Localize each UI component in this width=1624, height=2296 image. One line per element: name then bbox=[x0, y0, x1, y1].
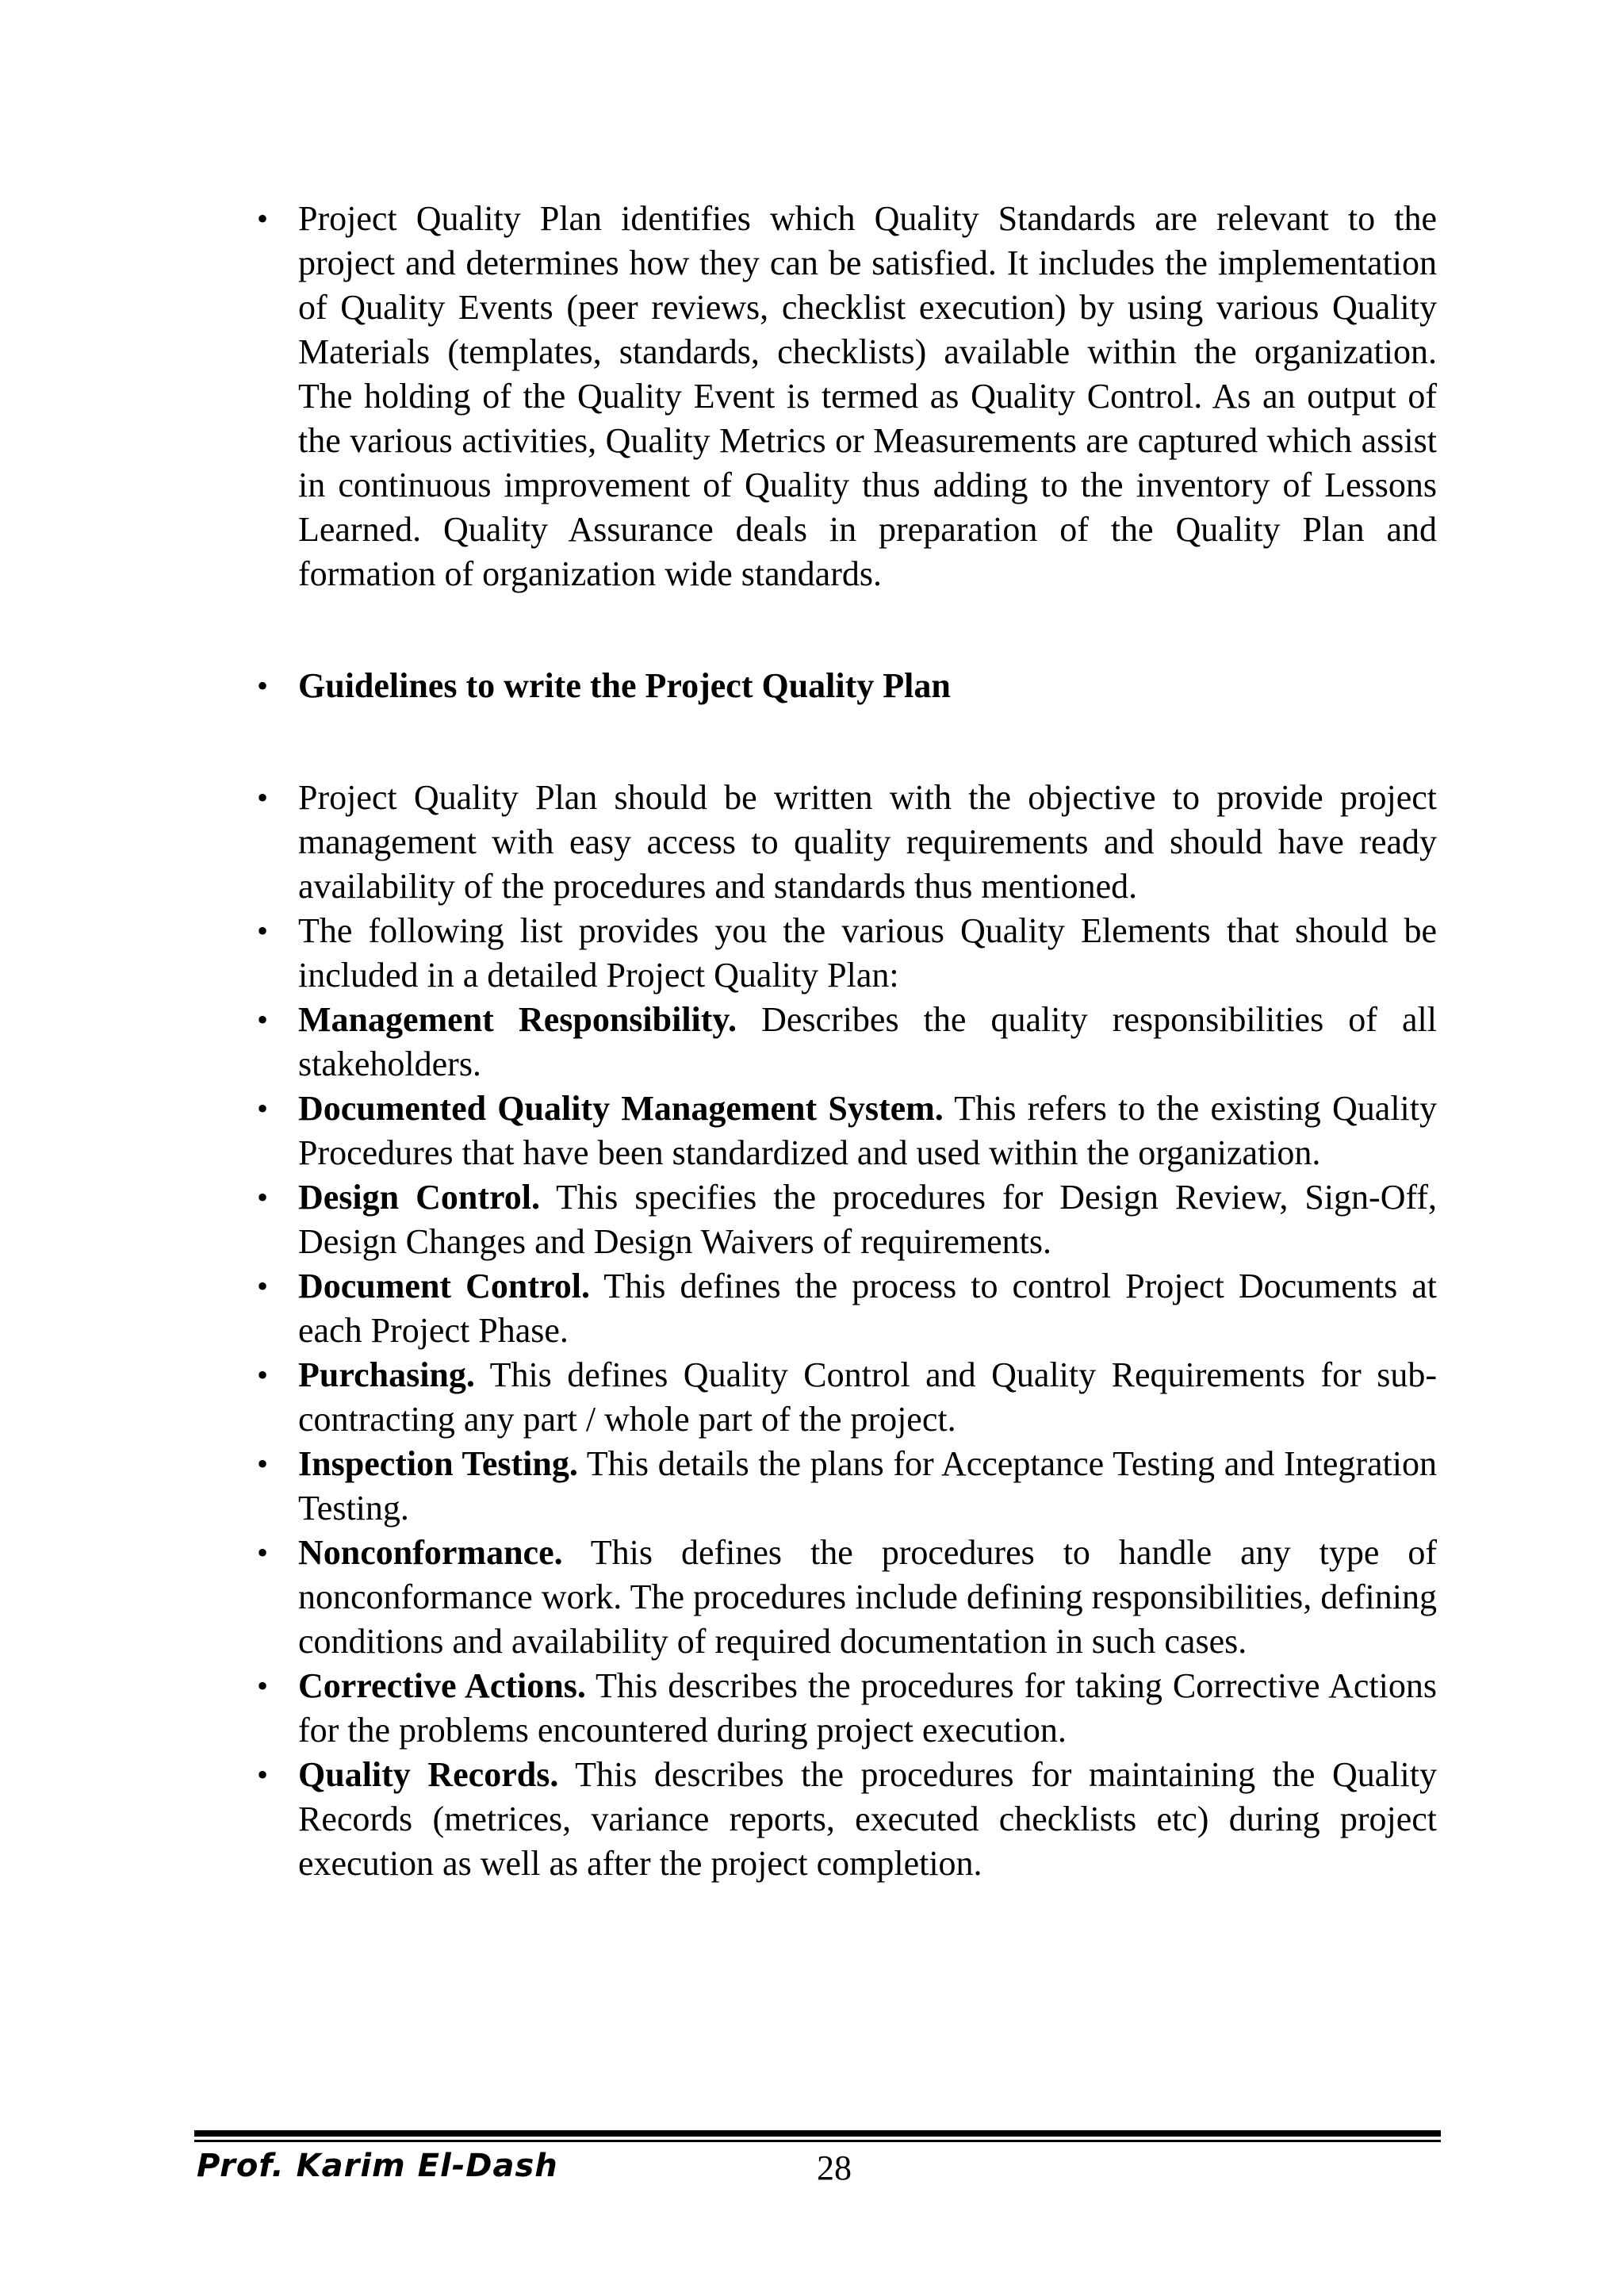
list-item-bold: Document Control. bbox=[298, 1267, 590, 1305]
bullet-icon: • bbox=[256, 668, 268, 703]
page-number: 28 bbox=[817, 2148, 852, 2187]
list-item-bold: Management Responsibility. bbox=[298, 1000, 737, 1039]
list-item-text: The following list provides you the various Quality Elements that should be included in a detailed Project Quality Plan: bbox=[298, 911, 1437, 995]
footer-divider bbox=[194, 2130, 1441, 2137]
list-item-text: Project Quality Plan should be written with the objective to provide project management with easy access to quality requirements and should have ready availability of the procedures and standards thus mentioned. bbox=[298, 778, 1437, 906]
bullet-icon: • bbox=[256, 1179, 268, 1215]
bullet-icon: • bbox=[256, 913, 268, 949]
bullet-icon: • bbox=[256, 201, 268, 236]
bullet-icon: • bbox=[256, 780, 268, 815]
footer-divider-thin bbox=[194, 2140, 1441, 2142]
list-item bbox=[246, 1353, 1437, 1442]
list-item bbox=[246, 776, 1437, 909]
list-item-bold: Purchasing. bbox=[298, 1355, 475, 1394]
bullet-icon: • bbox=[256, 1668, 268, 1704]
page-body bbox=[246, 197, 1437, 1886]
quality-elements-list bbox=[246, 776, 1437, 1886]
list-item bbox=[246, 1087, 1437, 1175]
list-item bbox=[246, 909, 1437, 998]
list-item-text: This details the plans for Acceptance Testing and Integration Testing. bbox=[298, 1444, 1438, 1527]
list-item-bold: Documented Quality Management System. bbox=[298, 1089, 944, 1128]
bullet-icon: • bbox=[256, 1357, 268, 1393]
bullet-icon: • bbox=[256, 1268, 268, 1304]
list-item-text: This refers to the existing Quality Procedures that have been standardized and used within the organization. bbox=[298, 1089, 1437, 1172]
bullet-icon: • bbox=[256, 1446, 268, 1481]
list-item-bold: Quality Records. bbox=[298, 1755, 559, 1794]
list-item-text: This specifies the procedures for Design Review, Sign-Off, Design Changes and Design Waivers of requirements. bbox=[298, 1178, 1437, 1261]
guidelines-heading bbox=[246, 664, 1437, 708]
list-item-bold: Nonconformance. bbox=[298, 1533, 563, 1572]
list-item bbox=[246, 1264, 1437, 1353]
list-item-text: This defines the procedures to handle any type of nonconformance work. The procedures include defining responsibilities, defining conditions and availability of required documentation in such cases. bbox=[298, 1533, 1437, 1661]
intro-text: Project Quality Plan identifies which Quality Standards are relevant to the project and determines how they can be satisfied. It includes the implementation of Quality Events (peer reviews, checklist execution) by using various Quality Materials (templates, standards, checklists) available within the organization. The holding of the Quality Event is termed as Quality Control. As an output of the various activities, Quality Metrics or Measurements are captured which assist in continuous improvement of Quality thus adding to the inventory of Lessons Learned. Quality Assurance deals in preparation of the Quality Plan and formation of organization wide standards. bbox=[298, 199, 1437, 593]
list-item-bold: Corrective Actions. bbox=[298, 1666, 586, 1705]
list-item bbox=[246, 1442, 1437, 1531]
list-item bbox=[246, 1531, 1437, 1664]
footer-author: Prof. Karim El-Dash bbox=[197, 2148, 558, 2184]
list-item-text: Describes the quality responsibilities of all stakeholders. bbox=[298, 1000, 1437, 1083]
list-item bbox=[246, 1664, 1437, 1753]
bullet-icon: • bbox=[256, 1091, 268, 1126]
list-item-text: This defines the process to control Project Documents at each Project Phase. bbox=[298, 1267, 1437, 1350]
list-item bbox=[246, 998, 1437, 1087]
bullet-icon: • bbox=[256, 1002, 268, 1037]
bullet-icon: • bbox=[256, 1757, 268, 1792]
list-item-text: This describes the procedures for taking Corrective Actions for the problems encountered during project execution. bbox=[298, 1666, 1437, 1750]
list-item-bold: Inspection Testing. bbox=[298, 1444, 578, 1483]
list-item bbox=[246, 1753, 1437, 1886]
intro-paragraph bbox=[246, 197, 1437, 596]
guidelines-heading-text: Guidelines to write the Project Quality Plan bbox=[298, 666, 951, 705]
list-item-text: This defines Quality Control and Quality Requirements for sub-contracting any part / whole part of the project. bbox=[298, 1355, 1437, 1439]
list-item bbox=[246, 1175, 1437, 1264]
list-item-bold: Design Control. bbox=[298, 1178, 540, 1217]
bullet-icon: • bbox=[256, 1535, 268, 1570]
list-item-text: This describes the procedures for maintaining the Quality Records (metrices, variance reports, executed checklists etc) during project execution as well as after the project completion. bbox=[298, 1755, 1437, 1883]
